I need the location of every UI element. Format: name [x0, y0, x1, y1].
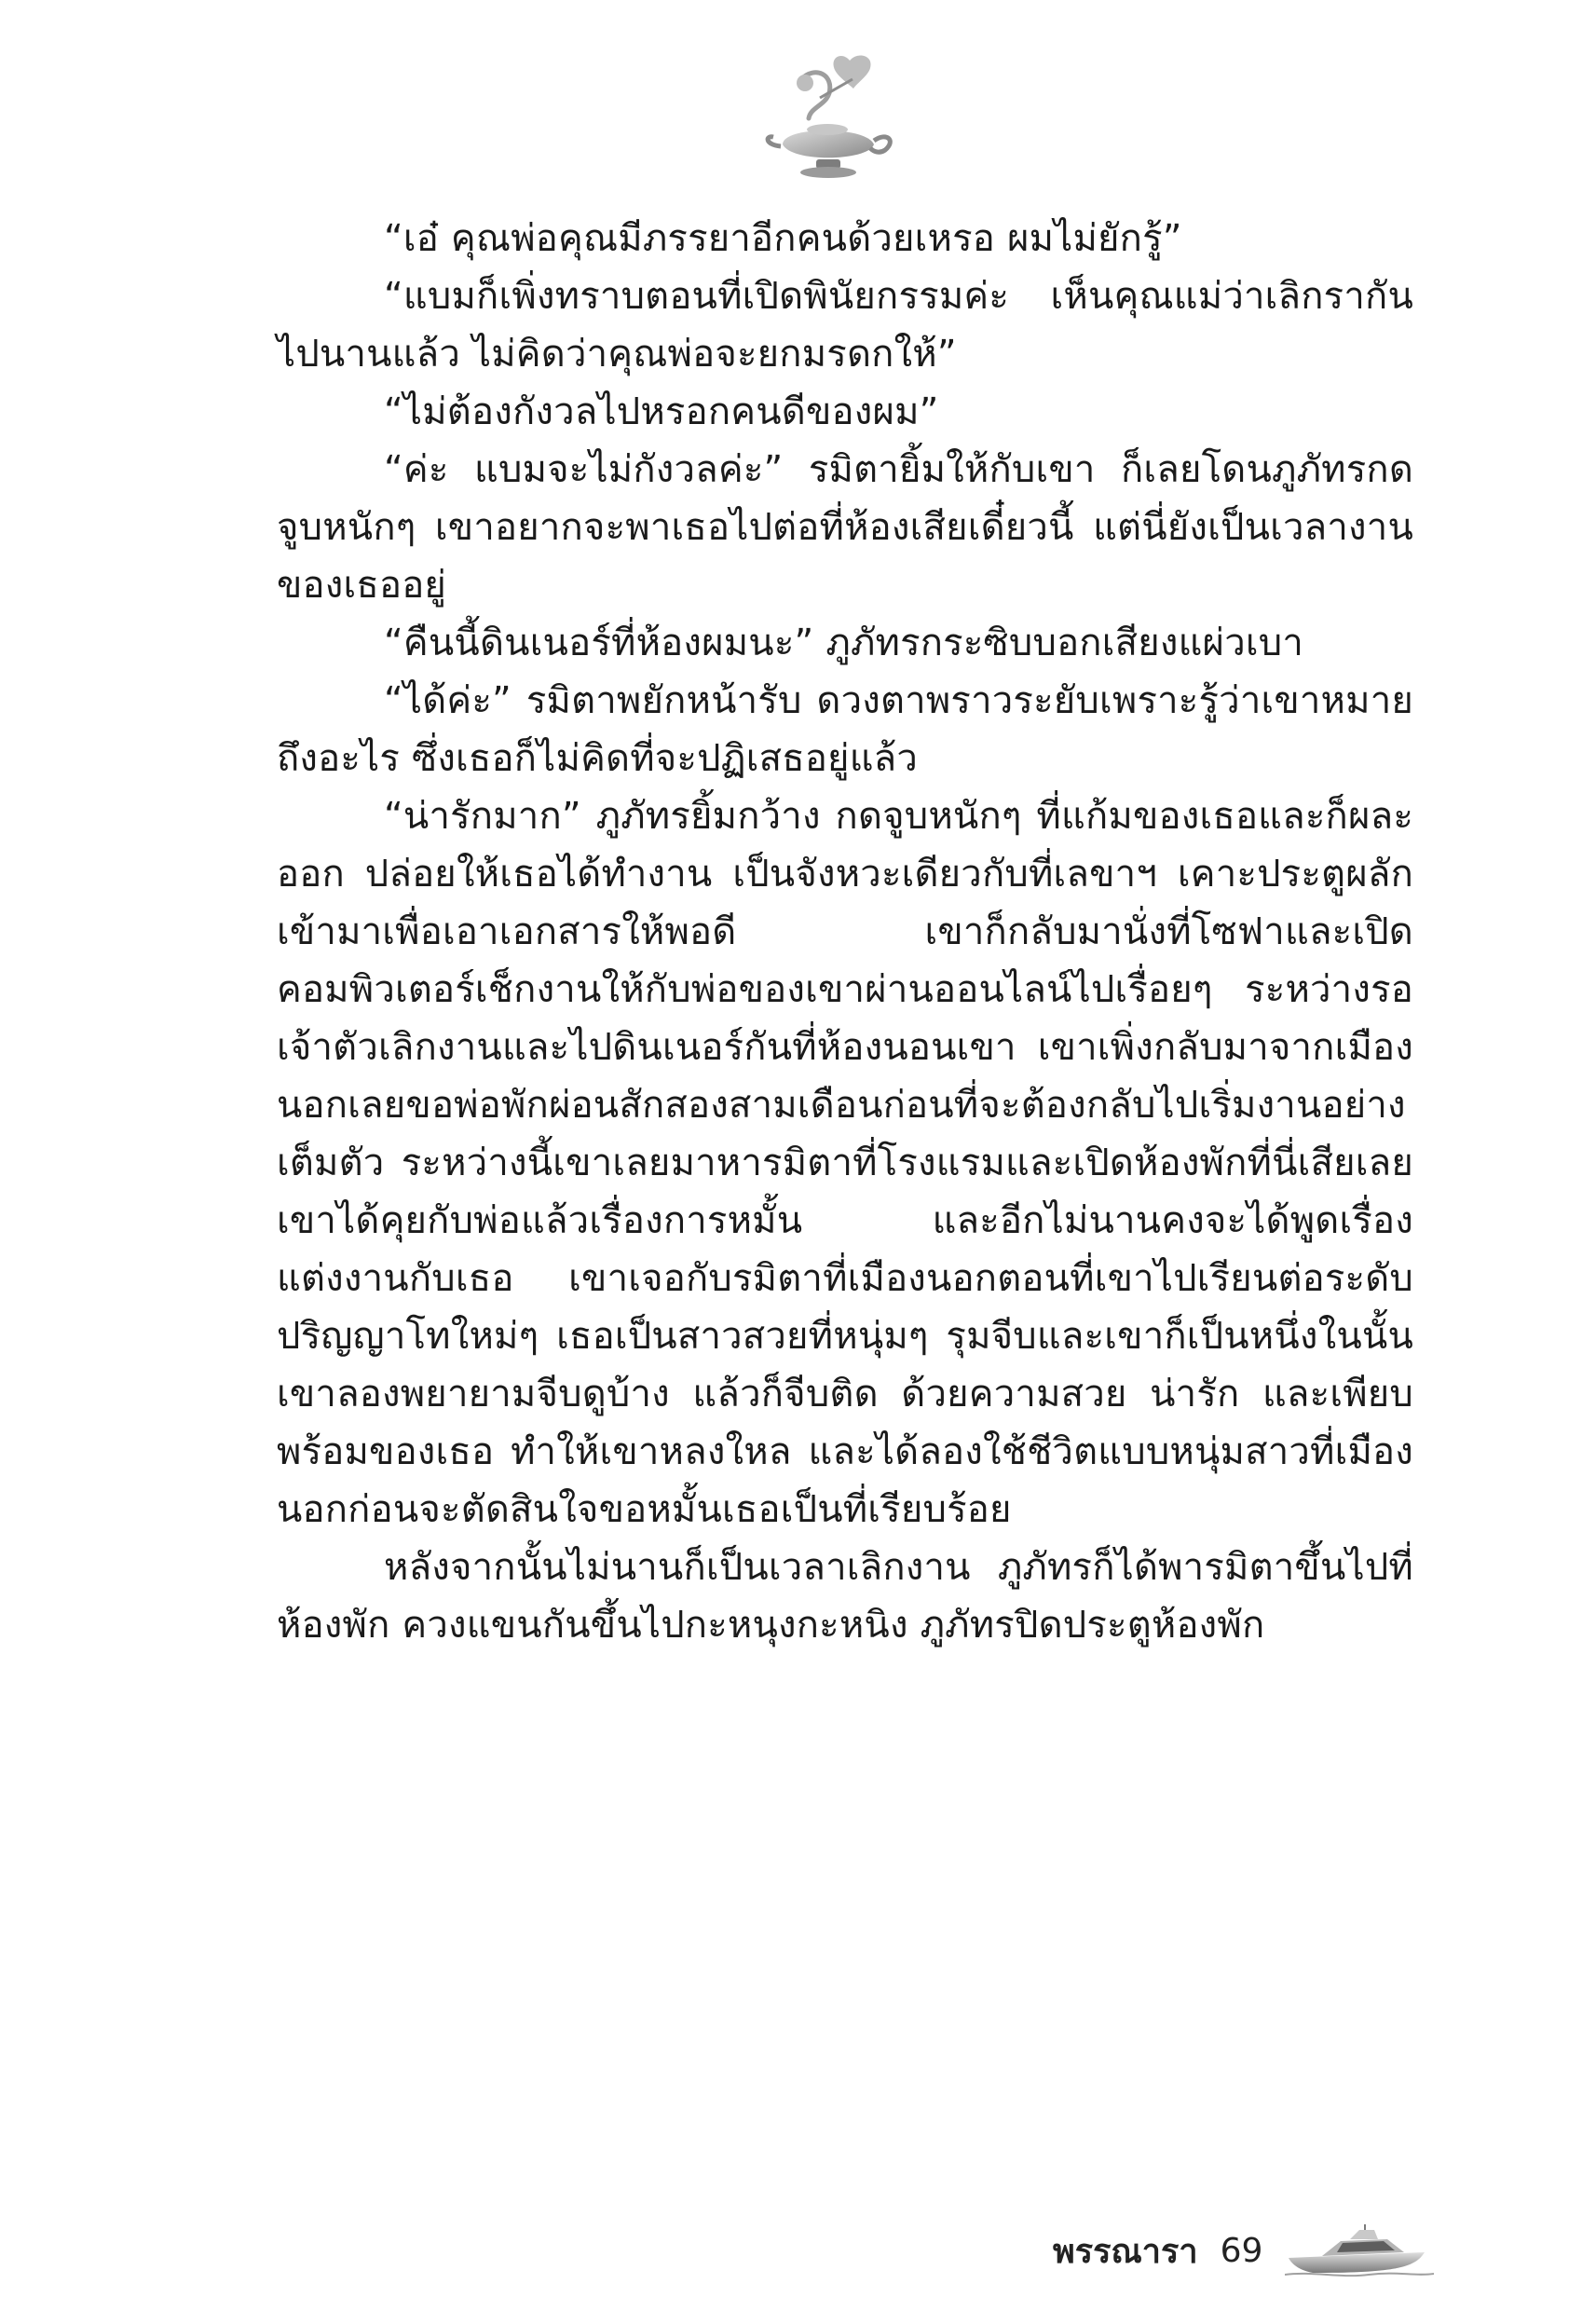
page-footer	[1053, 2218, 1434, 2283]
paragraph: หลังจากนั้นไม่นานก็เป็นเวลาเลิกงาน ภูภัทรก็ได้พารมิตาขึ้นไปที่ห้องพัก ควงแขนกันขึ้นไปกะหนุงกะหนิง ภูภัทรปิดประตูห้องพัก	[277, 1546, 1413, 1647]
page-number: 69	[1220, 2231, 1263, 2270]
paragraph: “คืนนี้ดินเนอร์ที่ห้องผมนะ” ภูภัทรกระซิบบอกเสียงแผ่วเบา	[384, 622, 1303, 664]
paragraph: “ค่ะ แบมจะไม่กังวลค่ะ” รมิตายิ้มให้กับเขา ก็เลยโดนภูภัทรกดจูบหนักๆ เขาอยากจะพาเธอไปต่อที่ห้องเสียเดี๋ยวนี้ แต่นี่ยังเป็นเวลางานของเธออยู่	[277, 448, 1413, 607]
body-text	[277, 210, 1413, 1654]
yacht-icon	[1285, 2222, 1434, 2278]
paragraph: “ได้ค่ะ” รมิตาพยักหน้ารับ ดวงตาพราวระยับเพราะรู้ว่าเขาหมายถึงอะไร ซึ่งเธอก็ไม่คิดที่จะปฏิเสธอยู่แล้ว	[277, 679, 1413, 780]
paragraph: “น่ารักมาก” ภูภัทรยิ้มกว้าง กดจูบหนักๆ ที่แก้มของเธอและก็ผละออก ปล่อยให้เธอได้ทำงาน เป็นจังหวะเดียวกับที่เลขาฯ เคาะประตูผลักเข้ามาเพื่อเอาเอกสารให้พอดี เขาก็กลับมานั่งที่โซฟาและเปิดคอมพิวเตอร์เช็กงานให้กับพ่อของเขาผ่านออนไลน์ไปเรื่อยๆ ระหว่างรอเจ้าตัวเลิกงานและไปดินเนอร์กันที่ห้องนอนเขา เขาเพิ่งกลับมาจากเมืองนอกเลยขอพ่อพักผ่อนสักสองสามเดือนก่อนที่จะต้องกลับไปเริ่มงานอย่างเต็มตัว ระหว่างนี้เขาเลยมาหารมิตาที่โรงแรมและเปิดห้องพักที่นี่เสียเลย เขาได้คุยกับพ่อแล้วเรื่องการหมั้น และอีกไม่นานคงจะได้พูดเรื่องแต่งงานกับเธอ เขาเจอกับรมิตาที่เมืองนอกตอนที่เขาไปเรียนต่อระดับปริญญาโทใหม่ๆ เธอเป็นสาวสวยที่หนุ่มๆ รุมจีบและเขาก็เป็นหนึ่งในนั้น เขาลองพยายามจีบดูบ้าง แล้วก็จีบติด ด้วยความสวย น่ารัก และเพียบพร้อมของเธอ ทำให้เขาหลงใหล และได้ลองใช้ชีวิตแบบหนุ่มสาวที่เมืองนอกก่อนจะตัดสินใจขอหมั้นเธอเป็นที่เรียบร้อย	[277, 795, 1413, 1531]
paragraph: “แบมก็เพิ่งทราบตอนที่เปิดพินัยกรรมค่ะ เห็นคุณแม่ว่าเลิกรากันไปนานแล้ว ไม่คิดว่าคุณพ่อจะยกมรดกให้”	[277, 275, 1413, 376]
book-title: พรรณารา	[1053, 2232, 1198, 2271]
genie-lamp-heart-icon	[764, 51, 904, 182]
paragraph: “เอ๋ คุณพ่อคุณมีภรรยาอีกคนด้วยเหรอ ผมไม่ยักรู้”	[384, 217, 1182, 260]
paragraph: “ไม่ต้องกังวลไปหรอกคนดีของผม”	[384, 390, 939, 433]
